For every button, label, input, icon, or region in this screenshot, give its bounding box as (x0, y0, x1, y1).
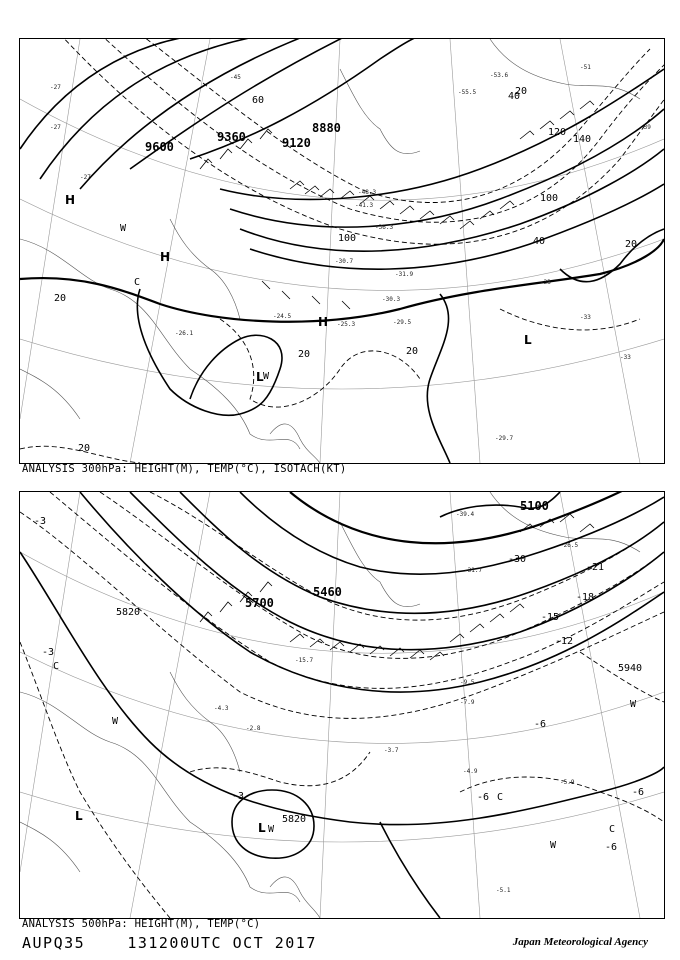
low-marker: L (75, 809, 83, 823)
temp-value: -45 (230, 74, 241, 81)
isotach-label: 120 (548, 127, 567, 138)
temp-value: -31.9 (395, 271, 414, 278)
chart-identifier (22, 934, 317, 952)
height-label: 5700 (245, 596, 274, 610)
temp-value: -5.9 (560, 779, 575, 786)
temp-value: -27 (50, 124, 61, 131)
temp-value: -39.4 (456, 511, 475, 518)
temp-value: -29.7 (495, 435, 514, 442)
temp-value: -15.7 (295, 657, 314, 664)
low-marker: L (258, 821, 266, 835)
valid-time: 131200UTC OCT 2017 (127, 934, 317, 952)
isotach-label: 100 (338, 233, 357, 244)
isotach-label: 20 (298, 349, 311, 360)
warm-marker: W (550, 840, 557, 851)
temp-value: -26.5 (560, 542, 579, 549)
map-300hpa (20, 39, 664, 463)
isotherm-label: -30 (508, 554, 527, 565)
height-label: 9600 (145, 140, 174, 154)
temp-value: -9.5 (460, 679, 475, 686)
isotherm-label: -3 (232, 791, 245, 802)
agency-name: Japan Meteorological Agency (512, 936, 648, 948)
map-500hpa (20, 492, 664, 918)
chart-panel-500hpa (19, 491, 665, 919)
temp-value: -3.7 (384, 747, 399, 754)
isotach-label: 20 (625, 239, 638, 250)
warm-marker: W (263, 371, 270, 382)
chart-panel-300hpa (19, 38, 665, 464)
warm-marker: W (120, 223, 127, 234)
isotherms (20, 492, 664, 918)
isotach-label: 20 (78, 443, 91, 454)
height-contours (20, 39, 664, 463)
low-marker: L (256, 370, 264, 384)
temp-value: -25.3 (337, 321, 356, 328)
temp-value: -33 (620, 354, 631, 361)
warm-marker: W (630, 699, 637, 710)
isotach-label: 20 (54, 293, 67, 304)
temp-value: -39 (640, 124, 651, 131)
cold-marker: C (134, 277, 141, 288)
isotach-label: 140 (573, 134, 592, 145)
isotherm-label: -21 (586, 562, 605, 573)
height-label: 5820 (282, 814, 307, 825)
isotherm-label: -6 (605, 842, 618, 853)
isotach-labels (54, 86, 637, 454)
cold-marker: C (609, 824, 616, 835)
temp-value: -31.7 (464, 567, 483, 574)
station-values (50, 64, 651, 442)
isotherm-label: -12 (555, 636, 574, 647)
height-label: 5100 (520, 499, 549, 513)
isotherm-label: -6 (534, 719, 547, 730)
chart-code: AUPQ35 (22, 934, 86, 952)
wind-barbs (200, 514, 594, 660)
isotach-label: 100 (540, 193, 559, 204)
temp-value: -30.7 (335, 258, 354, 265)
high-marker: H (318, 315, 329, 329)
caption-300hpa: ANALYSIS 300hPa: HEIGHT(M), TEMP(°C), ISOTACH(KT) (22, 463, 347, 475)
isotherm-label: -15 (541, 612, 560, 623)
temp-value: -53.6 (490, 72, 509, 79)
isotach-label: 40 (533, 236, 546, 247)
height-contours (20, 492, 664, 918)
temp-value: -41.3 (355, 202, 374, 209)
isotach-label: 20 (406, 346, 419, 357)
height-label: 5460 (313, 585, 342, 599)
height-label: 5940 (618, 663, 643, 674)
graticule (20, 492, 664, 918)
caption-500hpa: ANALYSIS 500hPa: HEIGHT(M), TEMP(°C) (22, 918, 261, 930)
isotach-label: 60 (252, 95, 265, 106)
temp-value: -29.5 (393, 319, 412, 326)
isotherm-labels (34, 516, 644, 853)
temp-value: -36.3 (375, 224, 394, 231)
height-label: 5820 (116, 607, 141, 618)
cold-marker: C (53, 661, 60, 672)
temp-value: -26.1 (175, 330, 194, 337)
temp-value: -24.5 (273, 313, 292, 320)
isotherm-label: -6 (477, 792, 490, 803)
temp-value: -27 (50, 84, 61, 91)
height-label: 9120 (282, 136, 311, 150)
isotherm-label: -18 (576, 592, 595, 603)
warm-marker: W (112, 716, 119, 727)
temp-value: -48.3 (358, 189, 377, 196)
high-marker: H (160, 250, 171, 264)
temp-value: -30.3 (382, 296, 401, 303)
isotach-label: 20 (515, 86, 528, 97)
temp-value: -27 (80, 174, 91, 181)
low-marker: L (524, 333, 532, 347)
height-label: 9360 (217, 130, 246, 144)
temp-value: -33 (580, 314, 591, 321)
temp-value: -4.9 (463, 768, 478, 775)
isotherm-label: -3 (42, 647, 55, 658)
isotherm-label: -6 (632, 787, 645, 798)
temp-value: -51 (580, 64, 591, 71)
isotherm-label: -3 (34, 516, 47, 527)
temp-value: -4.3 (214, 705, 229, 712)
temp-value: -55.5 (458, 89, 477, 96)
temp-value: -2.8 (246, 725, 261, 732)
cold-marker: C (497, 792, 504, 803)
temp-value: -5.1 (496, 887, 511, 894)
high-marker: H (65, 193, 76, 207)
temp-value: -33 (540, 279, 551, 286)
isotach-label: 40 (508, 91, 521, 102)
temp-value: -7.9 (460, 699, 475, 706)
warm-marker: W (268, 824, 275, 835)
height-label: 8880 (312, 121, 341, 135)
